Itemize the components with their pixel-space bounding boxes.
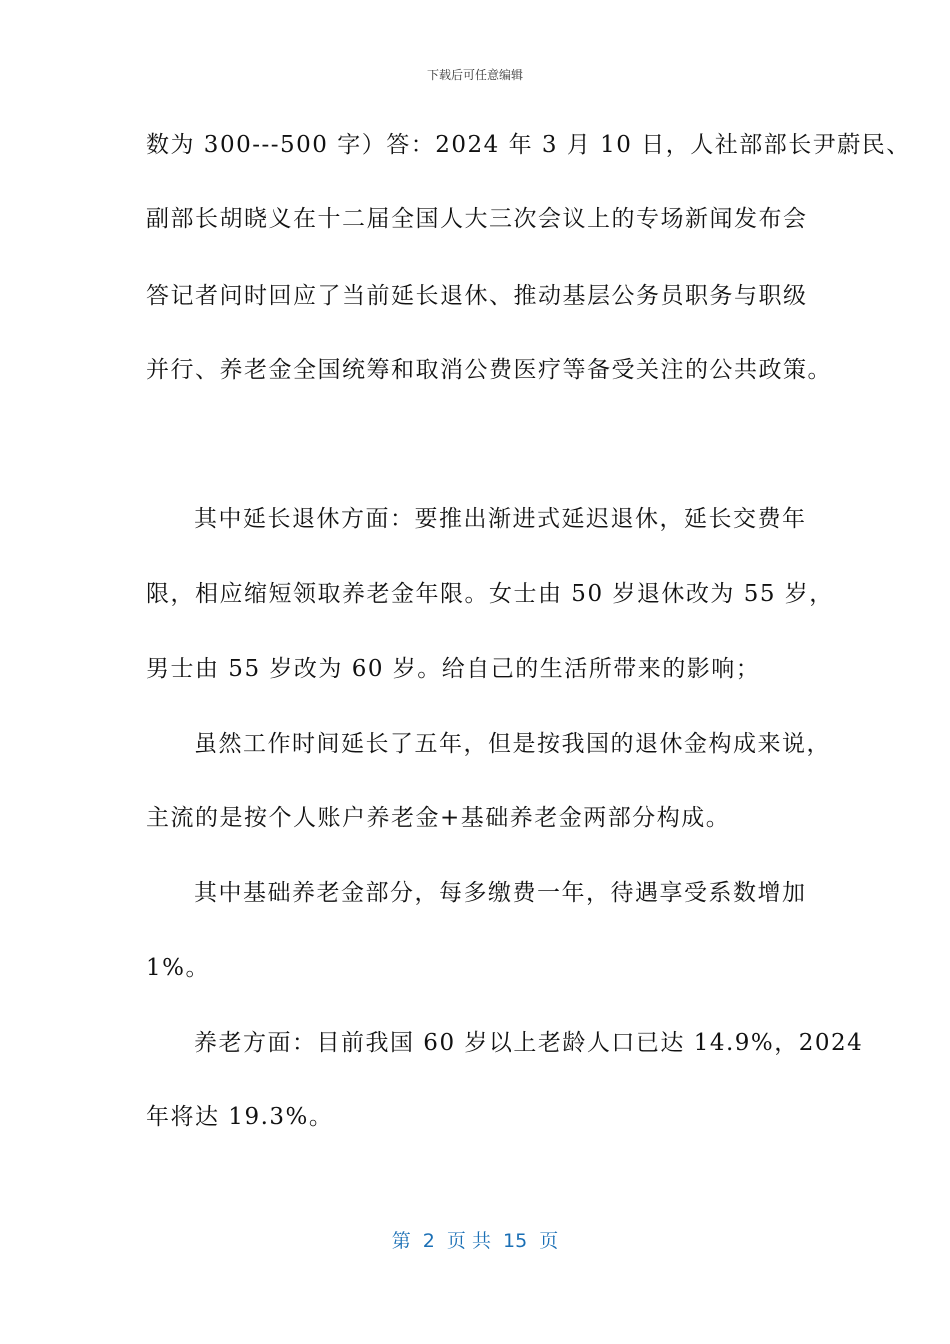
- paragraph-1-line-2: 副部长胡晓义在十二届全国人大三次会议上的专场新闻发布会: [146, 206, 808, 232]
- paragraph-3-line-2: 主流的是按个人账户养老金+基础养老金两部分构成。: [146, 805, 731, 831]
- paragraph-5-line-2: 年将达 19.3%。: [146, 1104, 334, 1130]
- paragraph-4-line-2: 1%。: [146, 955, 210, 981]
- paragraph-4-line-1: 其中基础养老金部分，每多缴费一年，待遇享受系数增加: [194, 880, 807, 906]
- paragraph-2-line-1: 其中延长退休方面：要推出渐进式延迟退休，延长交费年: [194, 506, 807, 532]
- paragraph-2-line-3: 男士由 55 岁改为 60 岁。给自己的生活所带来的影响；: [146, 656, 761, 682]
- paragraph-1-line-4: 并行、养老金全国统筹和取消公费医疗等备受关注的公共政策。: [146, 357, 832, 383]
- header-note: 下载后可任意编辑: [426, 68, 523, 82]
- paragraph-3-line-1: 虽然工作时间延长了五年，但是按我国的退休金构成来说，: [194, 731, 831, 757]
- paragraph-1-line-1: 数为 300---500 字）答：2024 年 3 月 10 日，人社部部长尹蔚民、: [146, 132, 911, 158]
- paragraph-2-line-2: 限，相应缩短领取养老金年限。女士由 50 岁退休改为 55 岁，: [146, 581, 834, 607]
- page-number-footer: 第 2 页 共 15 页: [391, 1230, 559, 1252]
- paragraph-5-line-1: 养老方面：目前我国 60 岁以上老龄人口已达 14.9%，2024: [194, 1030, 864, 1056]
- paragraph-1-line-3: 答记者问时回应了当前延长退休、推动基层公务员职务与职级: [146, 283, 808, 309]
